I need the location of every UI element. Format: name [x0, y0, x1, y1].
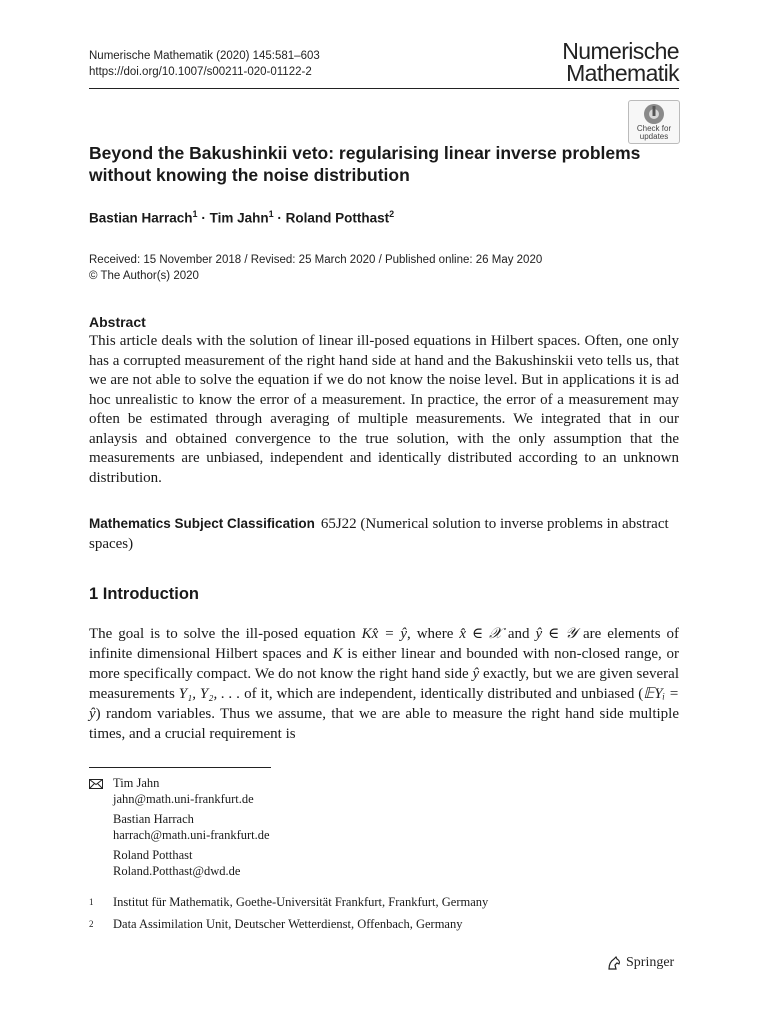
msc-label: Mathematics Subject Classification — [89, 516, 315, 531]
text-run: are elements of infinite dimensional Hilbert spaces and — [89, 626, 679, 662]
author-name[interactable]: Tim Jahn — [209, 210, 269, 226]
text-run: exactly, but we are given several measurements — [89, 666, 679, 702]
section-heading: 1 Introduction — [89, 585, 199, 603]
contact-name: Bastian Harrach — [113, 812, 194, 826]
equation: 𝔼Yᵢ = ŷ — [89, 686, 679, 722]
affiliation-text: Institut für Mathematik, Goethe-Universität Frankfurt, Frankfurt, Germany — [113, 895, 489, 909]
affiliation-text: Data Assimilation Unit, Deutscher Wetterdienst, Offenbach, Germany — [113, 917, 463, 931]
check-updates-icon — [643, 103, 665, 125]
springer-horse-icon — [606, 955, 622, 971]
history-dates: Received: 15 November 2018 / Revised: 25 March 2020 / Published online: 26 May 2020 — [89, 254, 543, 266]
affiliation — [89, 895, 488, 910]
author-affiliation-mark: 2 — [389, 209, 395, 219]
msc-classification — [89, 514, 679, 554]
equation: K — [332, 646, 343, 662]
contact-entry — [113, 776, 270, 807]
journal-logo-line1: Numerische — [562, 38, 679, 64]
contact-email[interactable]: jahn@math.uni-frankfurt.de — [113, 791, 254, 806]
check-updates-line2: updates — [639, 132, 669, 141]
affiliation — [89, 917, 462, 932]
text-run: is either linear and bounded with non-closed range, or more specifically compact. We do not know the right hand side — [89, 646, 679, 682]
contact-email[interactable]: Roland.Potthast@dwd.de — [113, 863, 241, 878]
abstract-heading: Abstract — [89, 314, 146, 330]
equation: ŷ ∈ 𝒴 — [535, 626, 577, 642]
text-run: ) random variables. Thus we assume, that we are able to measure the right hand side multiple times, and a crucial requirement is — [89, 706, 679, 742]
article-title: Beyond the Bakushinkii veto: regularising linear inverse problems without knowing the noise distribution — [89, 143, 641, 185]
journal-logo-line2: Mathematik — [566, 60, 679, 86]
author-name[interactable]: Roland Potthast — [285, 210, 390, 226]
affiliation-number: 1 — [89, 897, 94, 907]
text-run: of it, which are independent, identically distributed and unbiased ( — [240, 686, 644, 702]
journal-logo — [562, 40, 679, 84]
abstract-text: This article deals with the solution of linear ill-posed equations in Hilbert spaces. Often, one only has a corrupted measurement of the right hand side at hand and the Bakushinskii veto tells us, that we are not able to solve the equation if we do not know the noise level. But in applications it is ad hoc unrealistic to know the error of a measurement. In practice, the error of a measurement may often be estimated through averaging of multiple measurements. We integrated that in our anlaysis and obtained convergence to the true solution, with the only assumption that the measurements are unbiased, independent and identically distributed according to an unknown distribution. — [89, 333, 679, 486]
contact-name: Roland Potthast — [113, 848, 193, 862]
contact-email[interactable]: harrach@math.uni-frankfurt.de — [113, 827, 270, 842]
header-divider — [89, 88, 679, 89]
equation: Kx̂ = ŷ — [361, 626, 408, 642]
copyright: © The Author(s) 2020 — [89, 270, 199, 282]
author-separator: · — [197, 210, 210, 226]
doi-link[interactable]: https://doi.org/10.1007/s00211-020-01122-2 — [89, 66, 312, 78]
affiliation-number: 2 — [89, 919, 94, 929]
mail-icon — [89, 779, 103, 789]
publication-dates — [89, 252, 542, 284]
author-affiliation-mark: 1 — [192, 209, 198, 219]
author-affiliation-mark: 1 — [268, 209, 274, 219]
equation: Y₁, Y₂, . . . — [178, 686, 241, 702]
publisher-logo — [606, 955, 674, 971]
equation: x̂ ∈ 𝒳 — [459, 626, 502, 642]
journal-citation: Numerische Mathematik (2020) 145:581–603 — [89, 50, 320, 62]
equation: ŷ — [472, 666, 480, 682]
publisher-name: Springer — [626, 955, 675, 970]
contact-name: Tim Jahn — [113, 776, 160, 790]
text-run: and — [501, 626, 536, 642]
text-run: The goal is to solve the ill-posed equation — [89, 626, 362, 642]
contact-entry — [113, 812, 270, 843]
check-for-updates-badge[interactable] — [628, 100, 680, 144]
author-name[interactable]: Bastian Harrach — [89, 210, 193, 226]
intro-paragraph — [89, 624, 679, 744]
journal-meta — [89, 48, 320, 80]
text-run: , where — [407, 626, 460, 642]
corresponding-contacts — [113, 776, 270, 884]
footnote-rule — [89, 767, 271, 768]
check-updates-line1: Check for — [636, 124, 672, 133]
author-separator: · — [273, 210, 286, 226]
author-list — [89, 209, 394, 226]
msc-text: 65J22 (Numerical solution to inverse problems in abstract spaces) — [89, 516, 669, 552]
contact-entry — [113, 848, 270, 879]
